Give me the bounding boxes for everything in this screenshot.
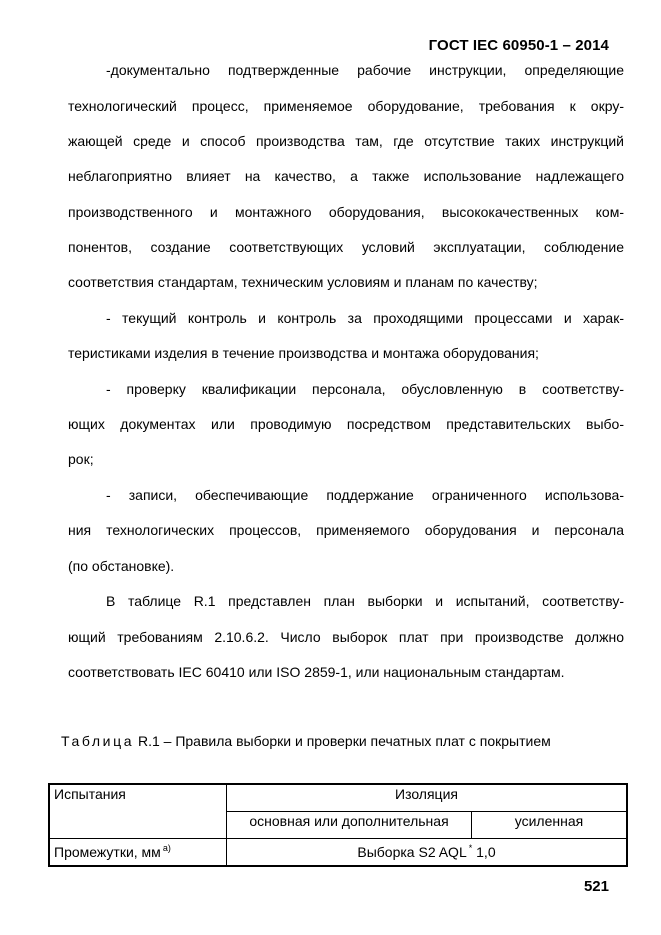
- body-line: - записи, обеспечивающие поддержание ограниченного использова-: [106, 487, 624, 503]
- body-line: теристиками изделия в течение производства и монтажа оборудования;: [68, 345, 539, 361]
- footnote-marker: а): [162, 843, 171, 853]
- body-line: - проверку квалификации персонала, обусловленную в соответству-: [106, 381, 624, 397]
- body-line: понентов, создание соответствующих условий эксплуатации, соблюдение: [68, 239, 624, 255]
- header-insulation: Изоляция: [227, 784, 628, 812]
- body-line: ния технологических процессов, применяемого оборудования и персонала: [68, 522, 624, 538]
- body-line: неблагоприятно влияет на качество, а также использование надлежащего: [68, 168, 624, 184]
- header-tests: Испытания: [49, 784, 227, 839]
- table-caption: [61, 732, 551, 750]
- row-value-number: 1,0: [472, 844, 496, 860]
- table-row: [49, 839, 627, 867]
- page-number: 521: [583, 878, 609, 895]
- body-line: производственного и монтажного оборудования, высококачественных ком-: [68, 204, 624, 220]
- row-value-marker: *: [468, 843, 473, 853]
- body-line: В таблице R.1 представлен план выборки и испытаний, соответству-: [106, 593, 624, 609]
- table-caption-title: R.1 – Правила выборки и проверки печатных плат с покрытием: [134, 733, 551, 749]
- body-line: - текущий контроль и контроль за проходящими процессами и харак-: [106, 310, 624, 326]
- body-line: ющий требованиям 2.10.6.2. Число выборок плат при производстве должно: [68, 629, 624, 645]
- header-basic: основная или дополнительная: [227, 812, 472, 839]
- body-line: жающей среде и способ производства там, где отсутствие таких инструкций: [68, 133, 624, 149]
- body-line: технологический процесс, применяемое оборудование, требования к окру-: [68, 98, 624, 114]
- header-reinforced: усиленная: [472, 812, 628, 839]
- sampling-rules-table: [48, 783, 628, 867]
- body-line: (по обстановке).: [68, 558, 175, 574]
- body-line: соответствия стандартам, техническим условиям и планам по качеству;: [68, 274, 538, 290]
- row-value: Выборка S2 AQL: [357, 844, 467, 860]
- table-caption-label: Таблица: [61, 733, 135, 749]
- row-label: Промежутки, мм: [54, 844, 161, 860]
- body-line: ющих документах или проводимую посредством представительских выбо-: [68, 416, 624, 432]
- body-line: -документально подтвержденные рабочие инструкции, определяющие: [106, 62, 624, 78]
- row-label-cell: [49, 839, 227, 867]
- table-row: [49, 784, 627, 812]
- document-standard-header: ГОСТ IEC 60950-1 – 2014: [428, 37, 609, 54]
- body-line: соответствовать IEC 60410 или ISO 2859-1, или национальным стандартам.: [68, 664, 565, 680]
- body-line: рок;: [68, 451, 94, 467]
- row-value-cell: [227, 839, 628, 867]
